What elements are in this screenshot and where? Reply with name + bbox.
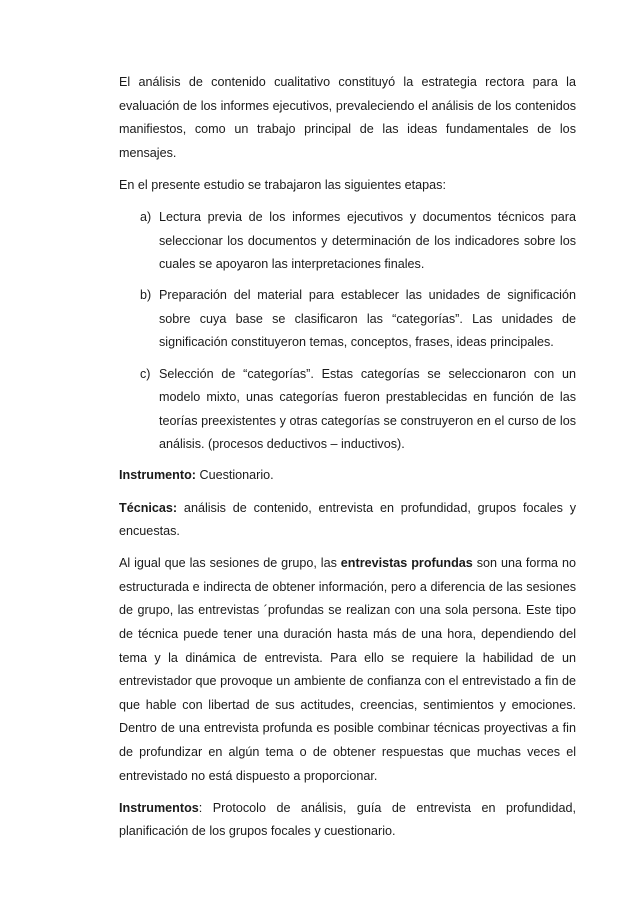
list-marker: c) xyxy=(140,366,151,381)
list-item xyxy=(119,206,576,277)
tecnicas-paragraph xyxy=(119,497,576,544)
list-item-text: Lectura previa de los informes ejecutivos y documentos técnicos para seleccionar los documentos y determinación de los indicadores sobre los cuales se apoyaron las interpretaciones finales. xyxy=(159,209,576,272)
entrevistas-paragraph xyxy=(119,552,576,788)
list-item-text: Selección de “categorías”. Estas categorías se seleccionaron con un modelo mixto, unas categorías fueron prestablecidas en función de las teorías preexistentes y otras categorías se construyeron en el curso de los análisis. (procesos deductivos – inductivos). xyxy=(159,366,576,452)
document-page xyxy=(119,71,576,852)
tecnicas-text: análisis de contenido, entrevista en profundidad, grupos focales y encuestas. xyxy=(119,500,576,539)
instrumento-label: Instrumento: xyxy=(119,468,196,483)
intro-paragraph: El análisis de contenido cualitativo constituyó la estrategia rectora para la evaluación de los informes ejecutivos, prevaleciendo el análisis de los contenidos manifiestos, como un trabajo principal de las ideas fundamentales de los mensajes. xyxy=(119,75,576,160)
stages-list xyxy=(119,206,576,457)
list-item-text: Preparación del material para establecer las unidades de significación sobre cuya base se clasificaron las “categorías”. Las unidades de significación constituyeron temas, conceptos, frases, ideas principales. xyxy=(159,288,576,350)
stages-intro: En el presente estudio se trabajaron las siguientes etapas: xyxy=(119,177,446,192)
instrumento-text: Cuestionario. xyxy=(195,468,274,483)
entrevistas-bold-term: entrevistas profundas xyxy=(340,556,473,571)
entrevistas-text-before: Al igual que las sesiones de grupo, las xyxy=(119,556,341,571)
instrumentos-text: : Protocolo de análisis, guía de entrevista en profundidad, planificación de los grupos focales y cuestionario. xyxy=(119,800,576,839)
tecnicas-label: Técnicas: xyxy=(119,500,178,515)
list-item xyxy=(119,284,576,355)
instrumento-paragraph xyxy=(119,464,576,488)
list-marker: a) xyxy=(140,209,152,224)
list-item xyxy=(119,363,576,457)
instrumentos-label: Instrumentos xyxy=(119,800,199,815)
list-marker: b) xyxy=(140,288,152,303)
entrevistas-text-after: son una forma no estructurada e indirecta de obtener información, pero a diferencia de las sesiones de grupo, las entrevistas ´profundas se realizan con una sola persona. Este tipo de técnica puede tener una duración hasta más de una hora, dependiendo del tema y la dinámica de entrevista. Para ello se requiere la habilidad de un entrevistador que provoque un ambiente de confianza con el entrevistado a fin de que hable con libertad de sus actitudes, creencias, sentimientos y emociones. Dentro de una entrevista profunda es posible combinar técnicas proyectivas a fin de profundizar en algún tema o de obtener respuestas que muchas veces el entrevistado no está dispuesto a proporcionar. xyxy=(119,556,576,783)
instrumentos-paragraph xyxy=(119,797,576,844)
